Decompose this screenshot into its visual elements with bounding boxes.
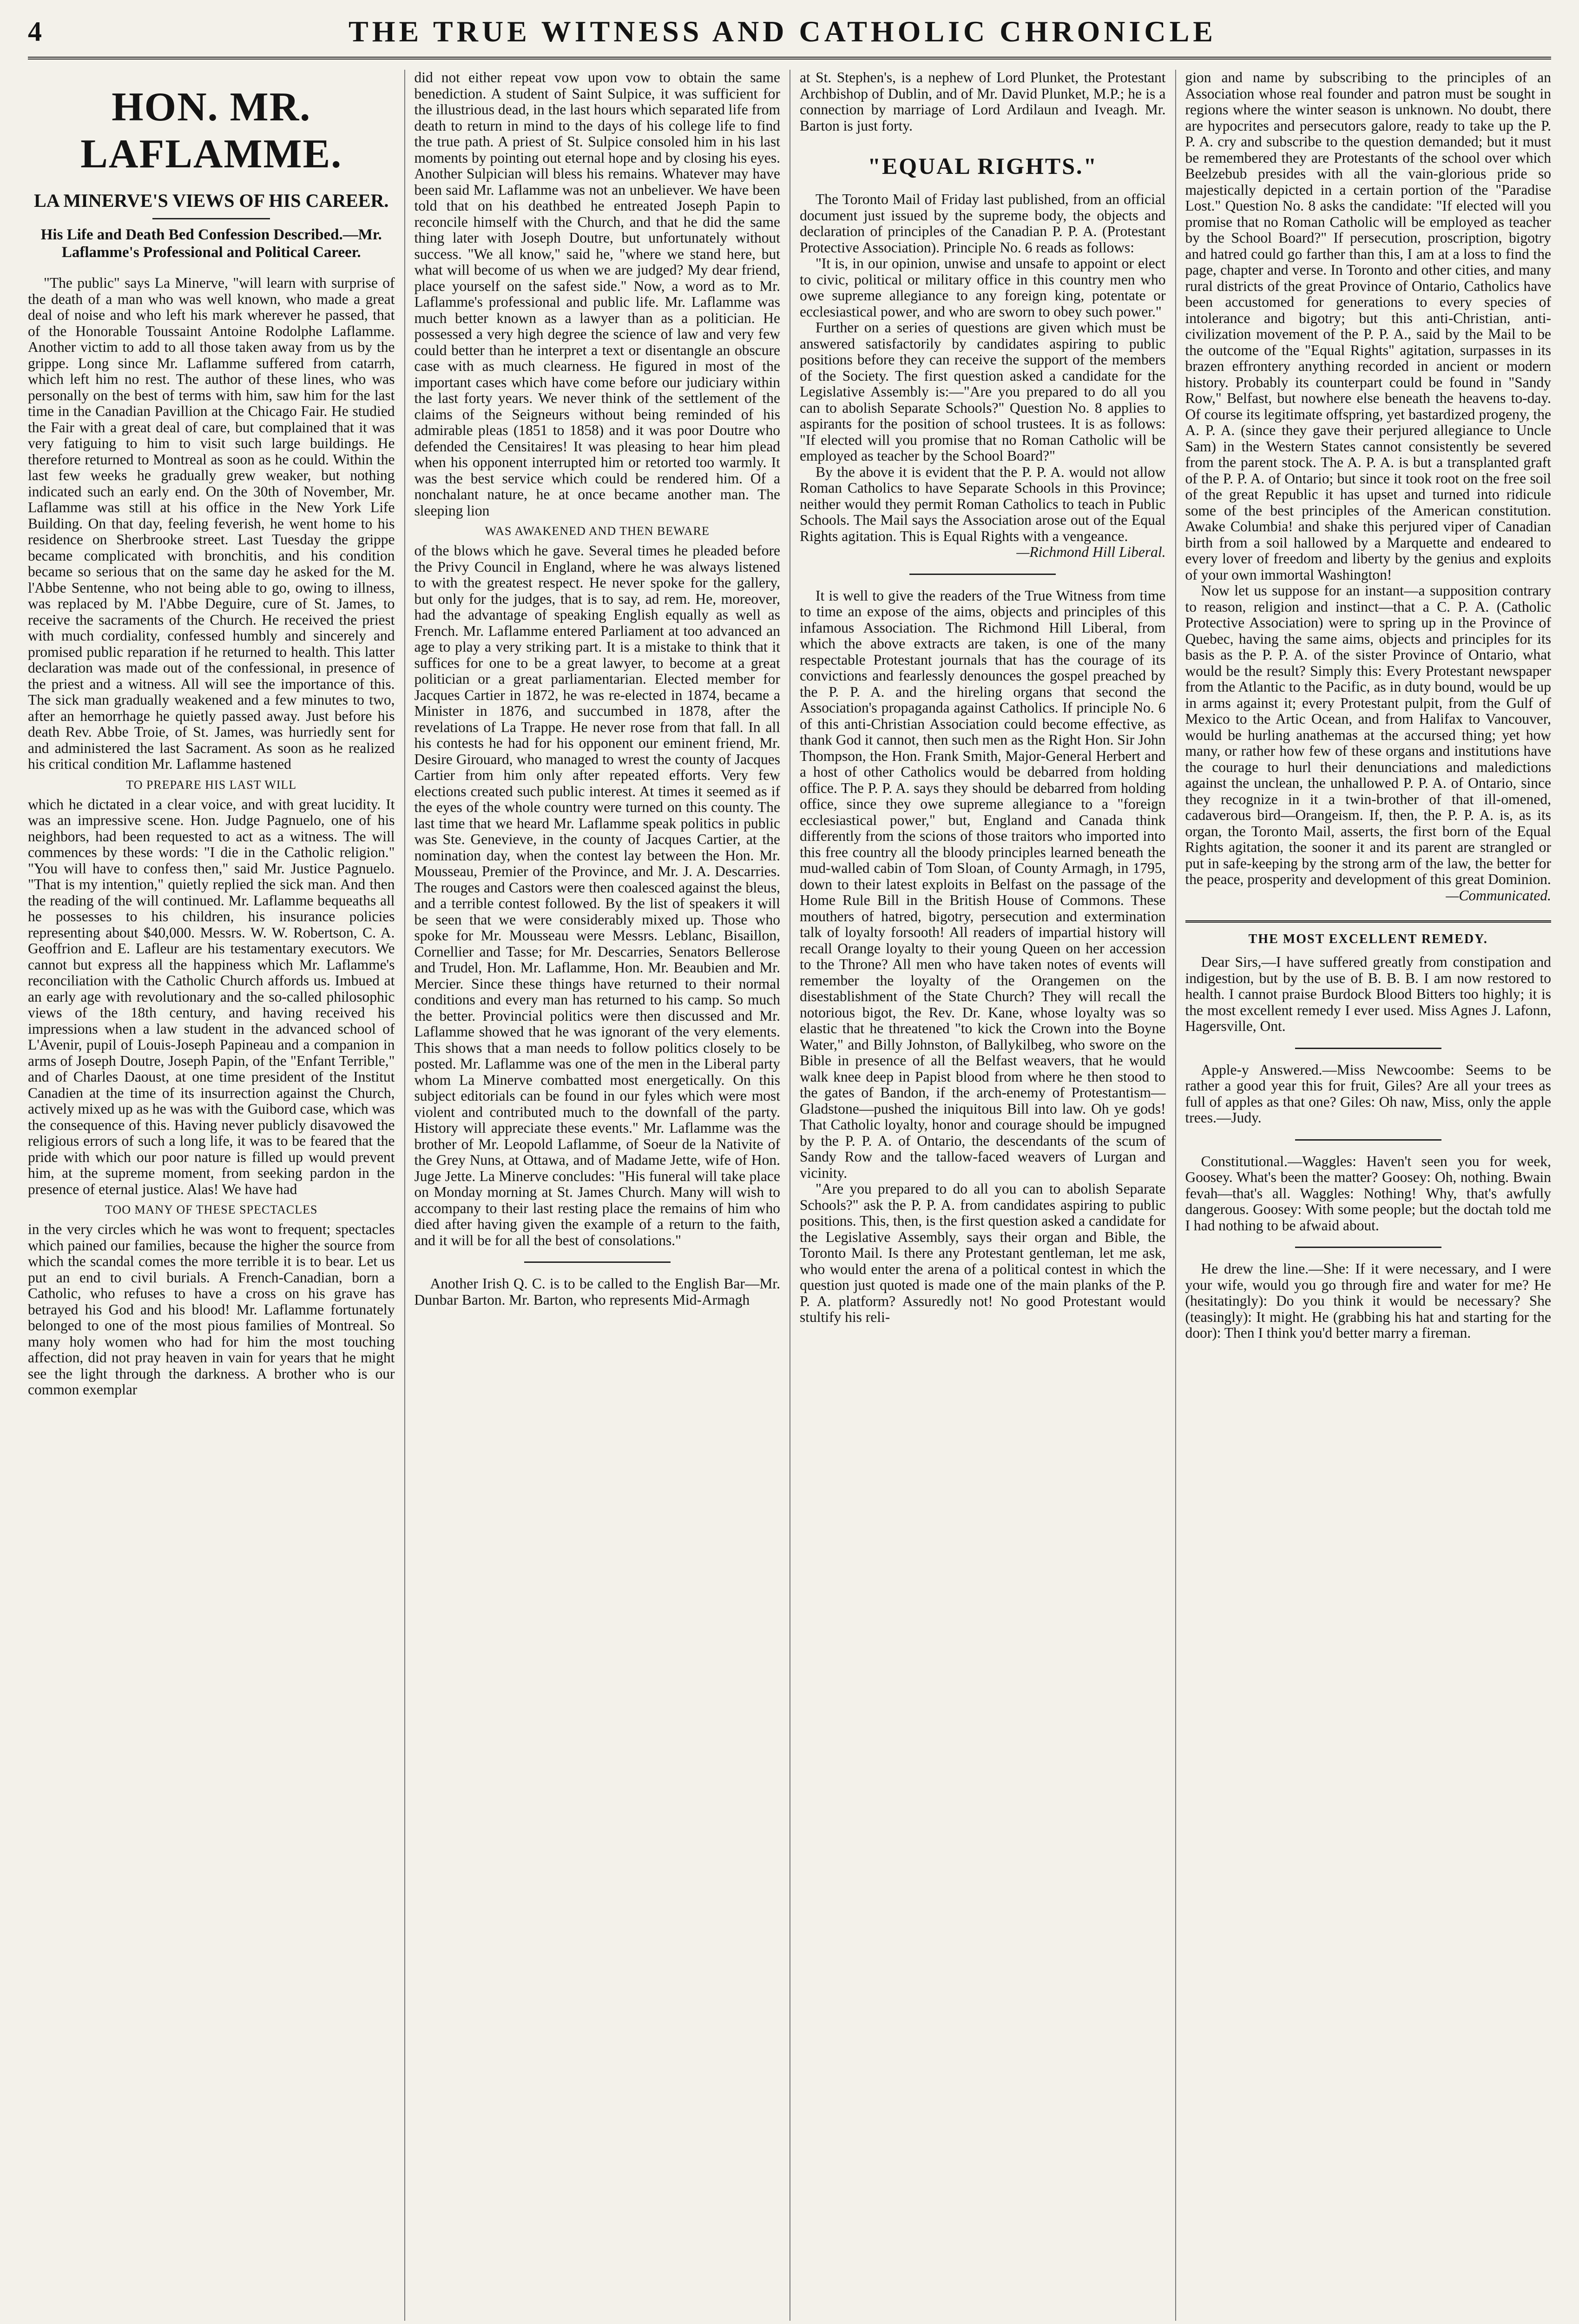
- article-headline: "EQUAL RIGHTS.": [868, 153, 1098, 179]
- article-source: —Richmond Hill Liberal.: [1016, 544, 1166, 560]
- article-subhead: TOO MANY OF THESE SPECTACLES: [105, 1203, 318, 1216]
- column-3: [790, 70, 1166, 2321]
- article-source: —Communicated.: [1446, 887, 1551, 904]
- article-paragraph: gion and name by subscribing to the principles of an Association whose real founder and patron must be sought in regions where the winter season is unknown. No doubt, there are hypocrites and persecutors galore, ready to take up the P. P. A. cry and subscribe to the question demanded; but it must be remembered they are Protestants of the school over which Beelzebub presides with all the vain-glorious pride so majestically depicted in a certain portion of the "Paradise Lost." Question No. 8 asks the candidate: "If elected will you promise that no Roman Catholic will be employed as teacher by the School Board?" If persecution, proscription, bigotry and hatred could go farther than this, I am at a loss to find the page, chapter and verse. In Toronto and other cities, and many rural districts of the great Province of Ontario, Catholics have been accustomed for generations to every species of intolerance and bigotry; but this anti-Christian, anti-civilization movement of the P. P. A., said by the Mail to be the outcome of the "Equal Rights" agitation, surpasses in its brazen effrontery anything recorded in ancient or modern history. Probably its counterpart could be found in "Sandy Row," Belfast, but nowhere else beneath the heavens to-day. Of course its legitimate offspring, yet bastardized progeny, the A. P. A. (since they gave their perjured allegiance to Uncle Sam) in the Western States cannot consistently be severed from the parent stock. The A. P. A. is but a transplanted graft of the P. P. A. of Ontario; but since it took root on the free soil of the great Republic it has upset and turned into ridicule some of the best principles of the American constitution. Awake Columbia! and shake this perjured viper of Canadian birth from a soil hallowed by a Marquette and endeared to every lover of freedom and liberty by the genius and exploits of your own immortal Washington!: [1185, 70, 1551, 583]
- news-item: at St. Stephen's, is a nephew of Lord Plunket, the Protestant Archbishop of Dublin, and of Mr. David Plunket, M.P.; he is a connection by marriage of Lord Ardilaun and Iveagh. Mr. Barton is just forty.: [800, 70, 1166, 134]
- article-paragraph: The Toronto Mail of Friday last published, from an official document just issued by the supreme body, the objects and declaration of principles of the Canadian P. P. A. (Protestant Protective Association). Principle No. 6 reads as follows:: [800, 191, 1166, 256]
- joke-item: He drew the line.—She: If it were necessary, and I were your wife, would you go through fire and water for me? He (hesitatingly): Do you think it would be necessary? She (teasingly): It might. He (grabbing his hat and starting for the door): Then I think you'd better marry a fireman.: [1185, 1261, 1551, 1341]
- column-2: [404, 70, 781, 2321]
- article-headline: HON. MR. LAFLAMME.: [80, 85, 342, 177]
- article-paragraph: Now let us suppose for an instant—a supposition contrary to reason, religion and instinct—that a C. P. A. (Catholic Protective Association) were to spring up in the Province of Quebec, having the same aims, objects and principles for its basis as the P. P. A. of the sister Province of Ontario, what would be the result? Simply this: Every Protestant newspaper from the Atlantic to the Pacific, as in duty bound, would be up in arms against it; every Protestant pulpit, from the Gulf of Mexico to the Artic Ocean, and from Halifax to Vancouver, would be hurling anathemas at the accursed thing; yet how many, or rather how few of these organs and institutions have the courage to hurl their denunciations and maledictions against the unclean, the unhallowed P. P. A. of Ontario, since they recognize in it a twin-brother of that ill-omened, cadaverous bird—Orangeism. If, then, the P. P. A. is, as its organ, the Toronto Mail, asserts, the first born of the Equal Rights agitation, the sooner it and its parent are strangled or put in safe-keeping by the strong arm of the law, the better for the peace, prosperity and development of this great Dominion.: [1185, 582, 1551, 887]
- masthead: [28, 8, 1551, 55]
- divider: [909, 574, 1056, 575]
- masthead-rule: [28, 57, 1551, 59]
- article-quote: "It is, in our opinion, unwise and unsafe to appoint or elect to civic, political or military office in this country men who owe supreme allegiance to any foreign king, potentate or ecclesiastical power, and who are sworn to obey such power.": [800, 255, 1166, 320]
- page-number: 4: [28, 16, 42, 47]
- joke-item: Constitutional.—Waggles: Haven't seen you for week, Goosey. What's been the matter? Goosey: Oh, nothing. Bwain fevah—that's all. Waggles: Nothing! Why, that's awfully dangerous. Goosey: With some people; but the doctah told me I had nothing to be afwaid about.: [1185, 1153, 1551, 1234]
- divider: [1185, 920, 1552, 923]
- article-paragraph: which he dictated in a clear voice, and with great lucidity. It was an impressive scene. Hon. Judge Pagnuelo, one of his neighbors, had been requested to act as a witness. The will commences by these words: "I die in the Catholic religion." "You will have to confess then," said Mr. Justice Pagnuelo. "That is my intention," quietly replied the sick man. And then the reading of the will continued. Mr. Laflamme bequeaths all he possesses to his children, his insurance policies representing about $40,000. Messrs. W. W. Robertson, C. A. Geoffrion and E. Lafleur are his testamentary executors. We cannot but express all the happiness which Mr. Laflamme's reconciliation with the Catholic Church affords us. Imbued at an early age with revolutionary and the so-called philosophic views of the 18th century, and having received his impressions when a law student in the advanced school of L'Avenir, pupil of Louis-Joseph Papineau and a companion in arms of Joseph Doutre, Joseph Papin, of the "Enfant Terrible," and of Charles Daoust, at one time president of the Institut Canadien at the time of its insurrection against the Church, actively mixed up as he was with the Guibord case, which was the consequence of this. Having never publicly disavowed the religious errors of such a long life, it was to be feared that the pride with which our poor nature is filled up would prevent him, at the supreme moment, from seeking pardon in the presence of eternal justice. Alas! We have had: [28, 796, 395, 1197]
- divider: [1295, 1048, 1441, 1049]
- article-subhead: TO PREPARE HIS LAST WILL: [126, 778, 297, 792]
- joke-item: Apple-y Answered.—Miss Newcoombe: Seems to be rather a good year this for fruit, Giles? Are all your trees as full of apples as that one? Giles: Oh naw, Miss, only the apple trees.—Judy.: [1185, 1061, 1551, 1126]
- divider: [524, 1261, 671, 1263]
- article-paragraph: of the blows which he gave. Several times he pleaded before the Privy Council in England, where he was always listened to with the greatest respect. He never spoke for the gallery, but only for the judges, that is to say, ad rem. He, moreover, had the advantage of speaking English equally as well as French. Mr. Laflamme entered Parliament at too advanced an age to play a very striking part. It is a mistake to think that it suffices for one to be a great lawyer, to become at a great politician or a great parliamentarian. Elected member for Jacques Cartier in 1872, he was re-elected in 1874, became a Minister in 1876, and succumbed in 1878, after the revelations of La Trappe. He never rose from that fall. In all his contests he had for his opponent our eminent friend, Mr. Desire Girouard, who managed to wrest the county of Jacques Cartier from him only after repeated efforts. Very few elections created such public interest. At times it seemed as if the eyes of the whole country were turned on this county. The last time that we heard Mr. Laflamme speak politics in public was Ste. Genevieve, in the county of Jacques Cartier, at the nomination day, when the contest lay between the Hon. Mr. Mousseau, Premier of the Province, and Mr. J. A. Descarries. The rouges and Castors were then coalesced against the bleus, and a terrible contest followed. By the list of speakers it will be seen that we were considerably mixed up. Those who spoke for Mr. Mousseau were Messrs. Leblanc, Bisaillon, Cornellier and Tasse; for Mr. Descarries, Senators Bellerose and Trudel, Hon. Mr. Laflamme, Hon. Mr. Beaubien and Mr. Mercier. Since these things have returned to their normal conditions and every man has returned to his camp. So much the better. Provincial politics were then discussed and Mr. Laflamme showed that he was ignorant of the very elements. This shows that a man needs to follow politics closely to be posted. Mr. Laflamme was one of the men in the Liberal party whom La Minerve combatted most energetically. On this subject editorials can be found in our fyles which were most violent and contributed much to the downfall of the party. History will appreciate these events." Mr. Laflamme was the brother of Mr. Leopold Laflamme, of Soeur de la Nativite of the Grey Nuns, at Ottawa, and of Madame Jette, wife of Hon. Juge Jette. La Minerve concludes: "His funeral will take place on Monday morning at St. James Church. Many will wish to accompany to their last resting place the remains of him who died after having given the example of a return to the faith, and it will be for all the best of consolations.": [414, 542, 780, 1248]
- article-paragraph: By the above it is evident that the P. P. A. would not allow Roman Catholics to have Separate Schools in this Province; neither would they permit Roman Catholics to teach in Public Schools. The Mail says the Association arose out of the Equal Rights agitation. This is Equal Rights with a vengeance.: [800, 463, 1166, 544]
- divider: [1295, 1139, 1441, 1141]
- news-item: Another Irish Q. C. is to be called to the English Bar—Mr. Dunbar Barton. Mr. Barton, who represents Mid-Armagh: [414, 1275, 780, 1308]
- divider: [1295, 1247, 1441, 1248]
- article-deck: LA MINERVE'S VIEWS OF HIS CAREER.: [34, 190, 389, 211]
- article-subhead: WAS AWAKENED AND THEN BEWARE: [485, 524, 710, 538]
- article-paragraph: It is well to give the readers of the True Witness from time to time an expose of the aims, objects and principles of this infamous Association. The Richmond Hill Liberal, from which the above extracts are taken, is one of the many respectable Protestant journals that has the courage of its convictions and fearlessly denounces the gospel preached by the P. P. A. and the hireling organs that second the Association's propaganda against Catholics. If principle No. 6 of this anti-Christian Association could become effective, as thank God it cannot, then such men as the Right Hon. Sir John Thompson, the Hon. Frank Smith, Major-General Herbert and a host of other Catholics would be debarred from holding office. The P. P. A. says they should be debarred from holding office, since they owe supreme allegiance to a "foreign ecclesiastical power," but, England and Canada think differently from the scions of those traitors who imported into this free country all the bloody principles learned beneath the mud-walled cabin of Tom Sloan, of County Armagh, in 1795, down to their latest exploits in Belfast on the passage of the Home Rule Bill in the British House of Commons. These mouthers of hatred, bigotry, persecution and extermination talk of loyalty forsooth! All readers of impartial history will recall Orange loyalty to their young Queen on her accession to the Throne? All men who have taken notes of events will remember the loyalty of the Orangemen on the disestablishment of the State Church? They will recall the notorious bigot, the Rev. Dr. Kane, whose loyalty was so elastic that he threatened "to kick the Crown into the Boyne Water," and Billy Johnston, of Ballykilbeg, who swore on the Bible in presence of all the Belfast weavers, that he would walk knee deep in Papist blood from where he then stood to the gates of Bandon, if the arch-enemy of Protestantism—Gladstone—pushed the iniquitous Bill into law. Oh ye gods! That Catholic loyalty, honor and courage should be impugned by the P. P. A. of Ontario, the descendants of the scum of Sandy Row and the tallow-faced weavers of Lurgan and vicinity.: [800, 587, 1166, 1181]
- column-4: [1175, 70, 1552, 2321]
- ad-headline: THE MOST EXCELLENT REMEDY.: [1248, 932, 1488, 946]
- newspaper-title: THE TRUE WITNESS AND CATHOLIC CHRONICLE: [349, 15, 1217, 48]
- article-paragraph: in the very circles which he was wont to frequent; spectacles which pained our families, because the higher the source from which the scandal comes the more terrible it is to bear. Let us put an end to civil burials. A French-Canadian, born a Catholic, who refuses to have a cross on his grave has betrayed his God and his blood! Mr. Laflamme fortunately belonged to one of the most pious families of Montreal. So many holy women who had for him the most touching affection, did not pray heaven in vain for years that he might see the light through the darkness. A brother who is our common exemplar: [28, 1221, 395, 1398]
- article-paragraph: "Are you prepared to do all you can to abolish Separate Schools?" ask the P. P. A. from candidates aspiring to public positions. This, then, is the first question asked a candidate for the Legislative Assembly, says their organ and Bible, the Toronto Mail. Is there any Protestant gentleman, let me ask, who would enter the arena of a political contest in which the question just quoted is made one of the main planks of the P. P. A. platform? Assuredly not! No good Protestant would stultify his reli-: [800, 1181, 1166, 1325]
- article-paragraph: Further on a series of questions are given which must be answered satisfactorily by candidates aspiring to public positions before they can receive the support of the members of the Society. The first question asked a candidate for the Legislative Assembly is:—"Are you prepared to do all you can to abolish Separate Schools?" Question No. 8 applies to aspirants for the position of school trustees. It is as follows: "If elected will you promise that no Roman Catholic will be employed as teacher by the School Board?": [800, 319, 1166, 464]
- advertisement: Dear Sirs,—I have suffered greatly from constipation and indigestion, but by the use of B. B. B. I am now restored to health. I cannot praise Burdock Blood Bitters too highly; it is the most excellent remedy I ever used. Miss Agnes J. Lafonn, Hagersville, Ont.: [1185, 954, 1551, 1034]
- article-paragraph: "The public" says La Minerve, "will learn with surprise of the death of a man who was well known, who made a great deal of noise and who left his mark wherever he passed, that of the Honorable Toussaint Antoine Rodolphe Laflamme. Another victim to add to all those taken away from us by the grippe. Long since Mr. Laflamme suffered from catarrh, which left him no rest. The author of these lines, who was personally on the best of terms with him, saw him for the last time in the Canadian Pavillion at the Chicago Fair. He studied the Fair with a great deal of care, but complained that it was very fatiguing to him to visit such large buildings. He therefore returned to Montreal as soon as he could. Within the last few weeks he gradually grew weaker, but nothing indicated such an early end. On the 30th of November, Mr. Laflamme was still at his office in the New York Life Building. On that day, feeling feverish, he went home to his residence on Sherbrooke street. Last Tuesday the grippe became complicated with bronchitis, and his condition became so serious that on the same day he asked for the M. l'Abbe Sentenne, who not being able to go, owing to illness, was replaced by M. l'Abbe Deguire, cure of St. James, to receive the sacraments of the Church. He received the priest with much cordiality, confessed humbly and sincerely and promised public reparation if he returned to health. This latter declaration was made out of the confessional, in presence of the priest and a witness. All will see the importance of this. The sick man gradually weakened and a few minutes to two, after an hemorrhage he quietly passed away. Just before his death Rev. Abbe Troie, of St. James, was hurriedly sent for and administered the last Sacrament. As soon as he realized his critical condition Mr. Laflamme hastened: [28, 275, 395, 772]
- article-subdeck: His Life and Death Bed Confession Described.—Mr. Laflamme's Professional and Political Career.: [40, 226, 382, 261]
- newspaper-columns: [28, 70, 1551, 2321]
- divider: [152, 218, 270, 219]
- article-paragraph: did not either repeat vow upon vow to obtain the same benediction. A student of Saint Sulpice, it was sufficient for the illustrious dead, in the last hours which separated life from death to return in mind to the days of his college life to find the true path. A priest of St. Sulpice consoled him in his last moments by pointing out eternal hope and by closing his eyes. Another Sulpician will bless his remains. Whatever may have been said Mr. Laflamme was not an unbeliever. We have been told that on his deathbed he entreated Joseph Papin to reconcile himself with the Church, and that he did the same thing later with Joseph Doutre, but unfortunately without success. "We all know," said he, "where we stand here, but what will become of us when we are judged? My dear friend, place yourself on the safest side." Now, a word as to Mr. Laflamme's professional and public life. Mr. Laflamme was much better known as a lawyer than as a politician. He possessed a very high degree the science of law and very few could better than he interpret a text or disentangle an obscure case with as much clearness. He figured in most of the important cases which have come before our judiciary within the last forty years. We never think of the settlement of the claims of the Seigneurs without being reminded of his admirable pleas (1851 to 1858) and it was poor Doutre who defended the Censitaires! It was pleasing to hear him plead when his opponent interrupted him or retorted too warmly. It was the best service which could be rendered him. Of a nonchalant nature, he at once became another man. The sleeping lion: [414, 70, 780, 519]
- column-1: [28, 70, 395, 2321]
